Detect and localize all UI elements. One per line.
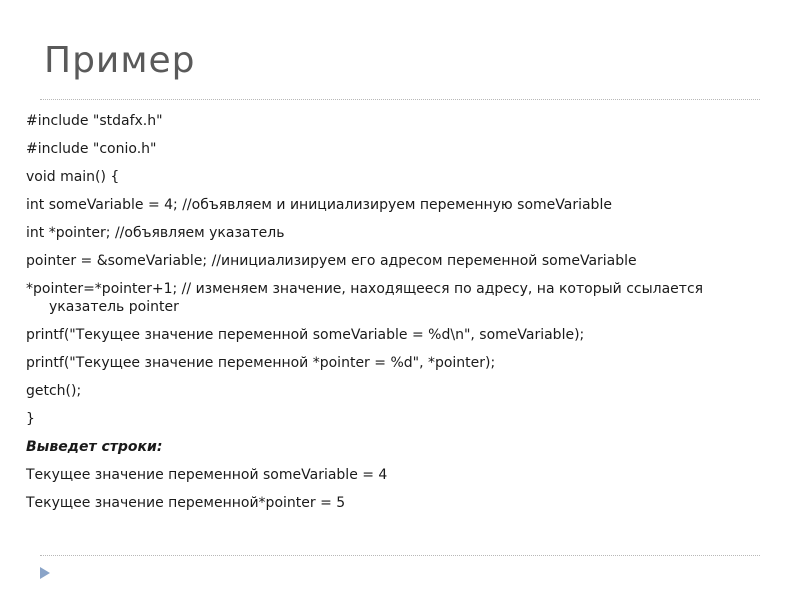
code-line-include-stdafx: #include "stdafx.h" [26,113,163,129]
code-line-getch: getch(); [26,383,82,399]
code-line-assign-pointer: pointer = &someVariable; //инициализируем его адресом переменной someVariable [26,253,637,269]
code-line-main: void main() { [26,169,120,185]
code-line-printf-variable: printf("Текущее значение переменной someVariable = %d\n", someVariable); [26,327,585,343]
code-listing [26,112,756,522]
title-divider [40,99,760,100]
code-line-declare-pointer: int *pointer; //объявляем указатель [26,225,285,241]
triangle-right-icon [40,567,50,579]
code-line-increment: *pointer=*pointer+1; // изменяем значение, находящееся по адресу, на который ссылается указатель pointer [26,281,704,315]
footer-divider [40,555,760,556]
code-line-printf-pointer: printf("Текущее значение переменной *pointer = %d", *pointer); [26,355,496,371]
code-line-declare-variable: int someVariable = 4; //объявляем и инициализируем переменную someVariable [26,197,612,213]
slide-title: Пример [44,40,196,81]
output-heading: Выведет строки: [26,439,163,455]
code-line-close-brace: } [26,411,35,427]
output-line-variable: Текущее значение переменной someVariable = 4 [26,467,388,483]
output-line-pointer: Текущее значение переменной*pointer = 5 [26,495,346,511]
code-line-include-conio: #include "conio.h" [26,141,157,157]
